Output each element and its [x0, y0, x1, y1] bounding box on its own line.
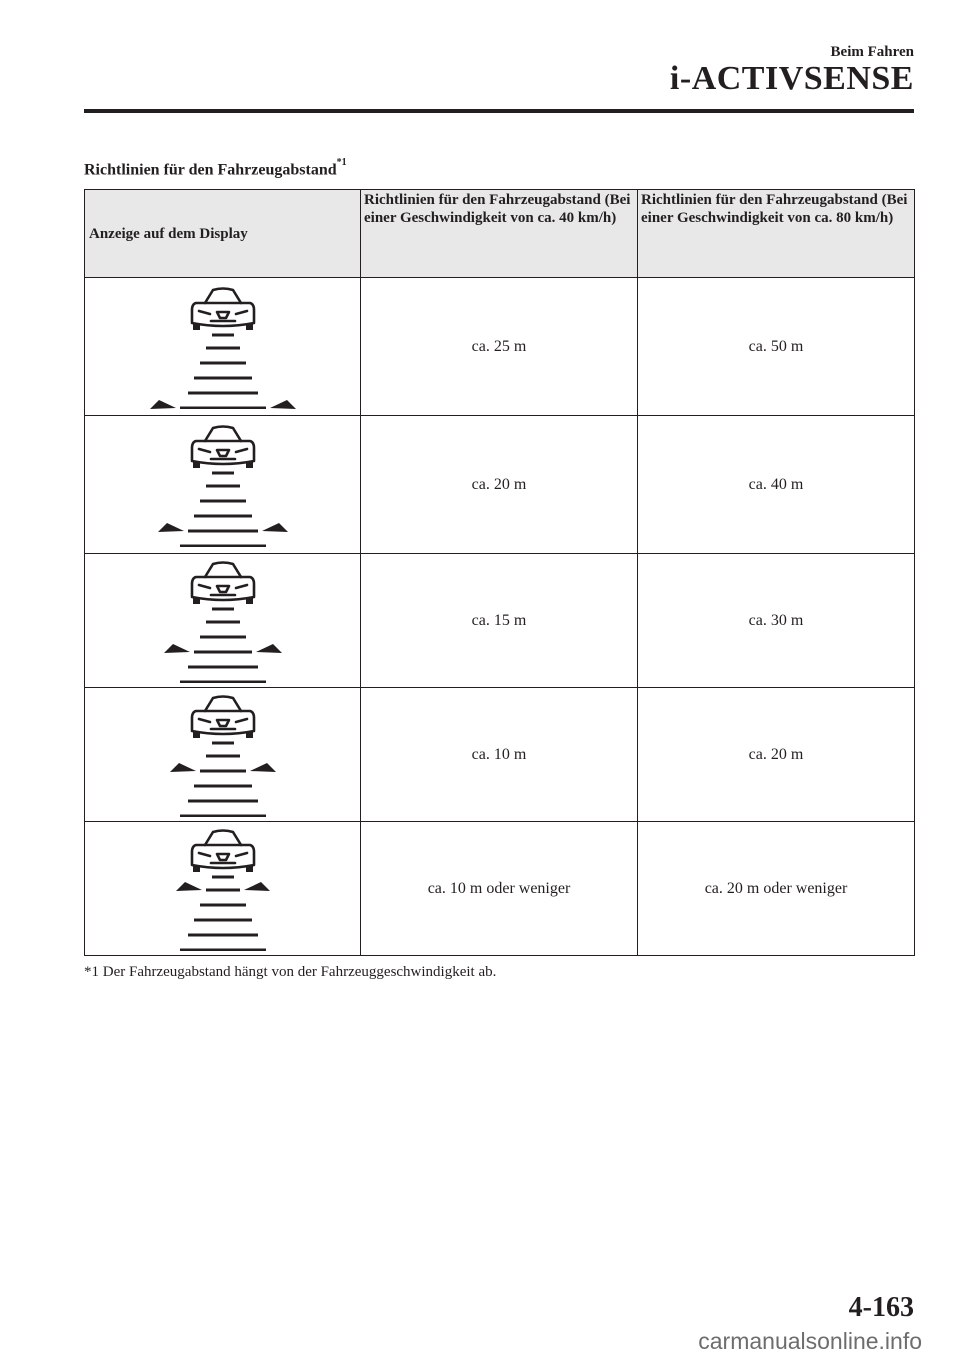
distance-bar: [188, 391, 258, 394]
distance-bar: [188, 529, 258, 532]
distance-40kmh-cell: ca. 15 m: [361, 554, 638, 688]
distance-bar: [194, 650, 252, 653]
section-title-text: Richtlinien für den Fahrzeugabstand: [84, 161, 337, 179]
distance-bar: [188, 665, 258, 668]
right-marker-arrow: [250, 763, 276, 772]
distance-display-icon: [133, 693, 313, 817]
distance-display-icon: [133, 423, 313, 547]
distance-bar: [188, 799, 258, 802]
header-rule: [84, 109, 914, 113]
distance-bar: [200, 769, 246, 772]
left-marker-arrow: [176, 882, 202, 891]
left-marker-arrow: [150, 400, 176, 409]
distance-bar: [180, 406, 266, 409]
distance-display-cell: [85, 278, 361, 416]
distance-80kmh-cell: ca. 30 m: [638, 554, 915, 688]
distance-display-icon: [133, 827, 313, 951]
distance-display-cell: [85, 688, 361, 822]
right-marker-arrow: [262, 523, 288, 532]
table-header-row: [85, 190, 915, 278]
car-icon: [192, 426, 254, 468]
distance-bar: [212, 471, 234, 474]
distance-display-icon: [133, 559, 313, 683]
distance-bar: [206, 346, 240, 349]
car-icon: [192, 288, 254, 330]
column-header-display: Anzeige auf dem Display: [85, 190, 361, 278]
header-chapter: i-ACTIVSENSE: [669, 60, 914, 97]
distance-bar: [180, 814, 266, 817]
distance-bar: [212, 875, 234, 878]
distance-bar: [194, 784, 252, 787]
footnote-mark: *1: [336, 157, 347, 168]
distance-40kmh-cell: ca. 10 m oder weniger: [361, 822, 638, 956]
distance-80kmh-cell: ca. 50 m: [638, 278, 915, 416]
distance-bar: [212, 607, 234, 610]
distance-40kmh-cell: ca. 20 m: [361, 416, 638, 554]
distance-bar: [212, 333, 234, 336]
distance-bar: [206, 888, 240, 891]
distance-bar: [194, 514, 252, 517]
distance-bar: [212, 741, 234, 744]
distance-display-cell: [85, 554, 361, 688]
distance-bar: [200, 361, 246, 364]
right-marker-arrow: [270, 400, 296, 409]
car-icon: [192, 830, 254, 872]
distance-bar: [194, 376, 252, 379]
distance-bar: [206, 484, 240, 487]
section-title: [84, 157, 347, 179]
distance-80kmh-cell: ca. 40 m: [638, 416, 915, 554]
distance-bar: [180, 680, 266, 683]
distance-bar: [206, 620, 240, 623]
table-row: [85, 416, 915, 554]
right-marker-arrow: [256, 644, 282, 653]
table-row: [85, 822, 915, 956]
distance-bar: [206, 754, 240, 757]
distance-bar: [194, 918, 252, 921]
distance-80kmh-cell: ca. 20 m oder weniger: [638, 822, 915, 956]
distance-bar: [180, 948, 266, 951]
header-section: Beim Fahren: [830, 44, 914, 60]
page-number: 4-163: [848, 1292, 914, 1323]
distance-bar: [200, 903, 246, 906]
table-row: [85, 688, 915, 822]
distance-40kmh-cell: ca. 25 m: [361, 278, 638, 416]
distance-bar: [200, 635, 246, 638]
left-marker-arrow: [158, 523, 184, 532]
car-icon: [192, 562, 254, 604]
distance-display-icon: [133, 285, 313, 409]
distance-80kmh-cell: ca. 20 m: [638, 688, 915, 822]
left-marker-arrow: [164, 644, 190, 653]
column-header-40kmh: Richtlinien für den Fahrzeugabstand (Bei einer Geschwindigkeit von ca. 40 km/h): [361, 190, 638, 278]
table-row: [85, 278, 915, 416]
distance-display-cell: [85, 416, 361, 554]
distance-table: [84, 189, 915, 956]
distance-bar: [200, 499, 246, 502]
right-marker-arrow: [244, 882, 270, 891]
left-marker-arrow: [170, 763, 196, 772]
distance-40kmh-cell: ca. 10 m: [361, 688, 638, 822]
footnote: *1 Der Fahrzeugabstand hängt von der Fahrzeuggeschwindigkeit ab.: [84, 964, 497, 980]
table-row: [85, 554, 915, 688]
distance-bar: [180, 544, 266, 547]
distance-display-cell: [85, 822, 361, 956]
column-header-80kmh: Richtlinien für den Fahrzeugabstand (Bei einer Geschwindigkeit von ca. 80 km/h): [638, 190, 915, 278]
distance-bar: [188, 933, 258, 936]
car-icon: [192, 696, 254, 738]
watermark: carmanualsonline.info: [698, 1328, 922, 1354]
